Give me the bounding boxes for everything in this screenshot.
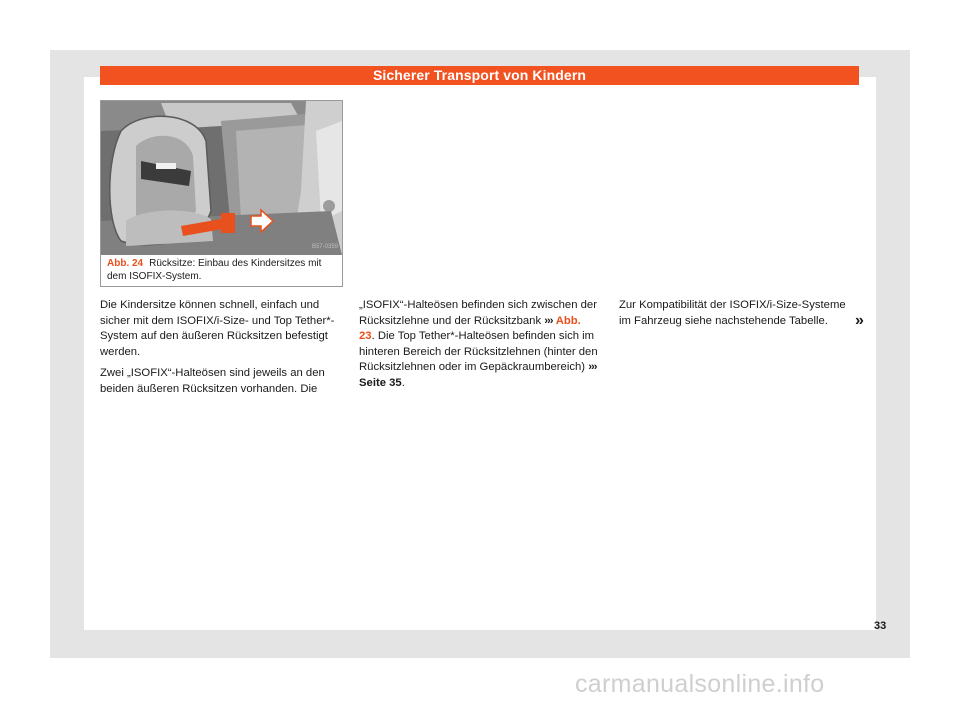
cross-reference-arrows: ››› xyxy=(544,314,553,327)
paragraph: Zwei „ISOFIX“-Halteösen sind jeweils an den beiden äußeren Rücksitzen vorhanden. Die xyxy=(100,367,325,395)
paragraph: Die Kindersitze können schnell, einfach und sicher mit dem ISOFIX/i-Size- und Top Tether*-System auf den äußeren Rücksitzen befestigt werden. xyxy=(100,299,335,358)
watermark: carmanualsonline.info xyxy=(575,670,825,698)
figure-24 xyxy=(100,100,343,287)
paragraph: Zur Kompatibilität der ISOFIX/i-Size-Systeme im Fahrzeug siehe nachstehende Tabelle. xyxy=(619,299,846,327)
child-seat-isofix-illustration xyxy=(101,101,342,255)
figure-caption xyxy=(107,258,339,283)
text-column-3 xyxy=(619,298,859,335)
figure-reference-link[interactable]: Abb. 23 xyxy=(359,314,581,342)
text-column-1 xyxy=(100,298,338,403)
figure-image-code: B57-0359 xyxy=(311,244,338,250)
section-header: Sicherer Transport von Kindern xyxy=(100,66,859,85)
continue-mark: » xyxy=(855,312,864,329)
text-column-2 xyxy=(359,298,599,397)
paragraph: „ISOFIX“-Halteösen befinden sich zwischen der Rücksitzlehne und der Rücksitzbank ››› Abb. 23. Die Top Tether*-Halteösen befinden sich im hinteren Bereich der Rücksitzlehnen (hinter den Rücksitzlehnen oder im Gepäckraumbereich) ››› Seite 35. xyxy=(359,299,598,389)
figure-caption-text: Rücksitze: Einbau des Kindersitzes mit dem ISOFIX-System. xyxy=(107,258,322,282)
page-number: 33 xyxy=(874,620,887,632)
page-reference-link[interactable]: Seite 35 xyxy=(359,376,402,389)
figure-number: Abb. 24 xyxy=(107,258,144,269)
cross-reference-arrows: ››› xyxy=(588,361,597,373)
